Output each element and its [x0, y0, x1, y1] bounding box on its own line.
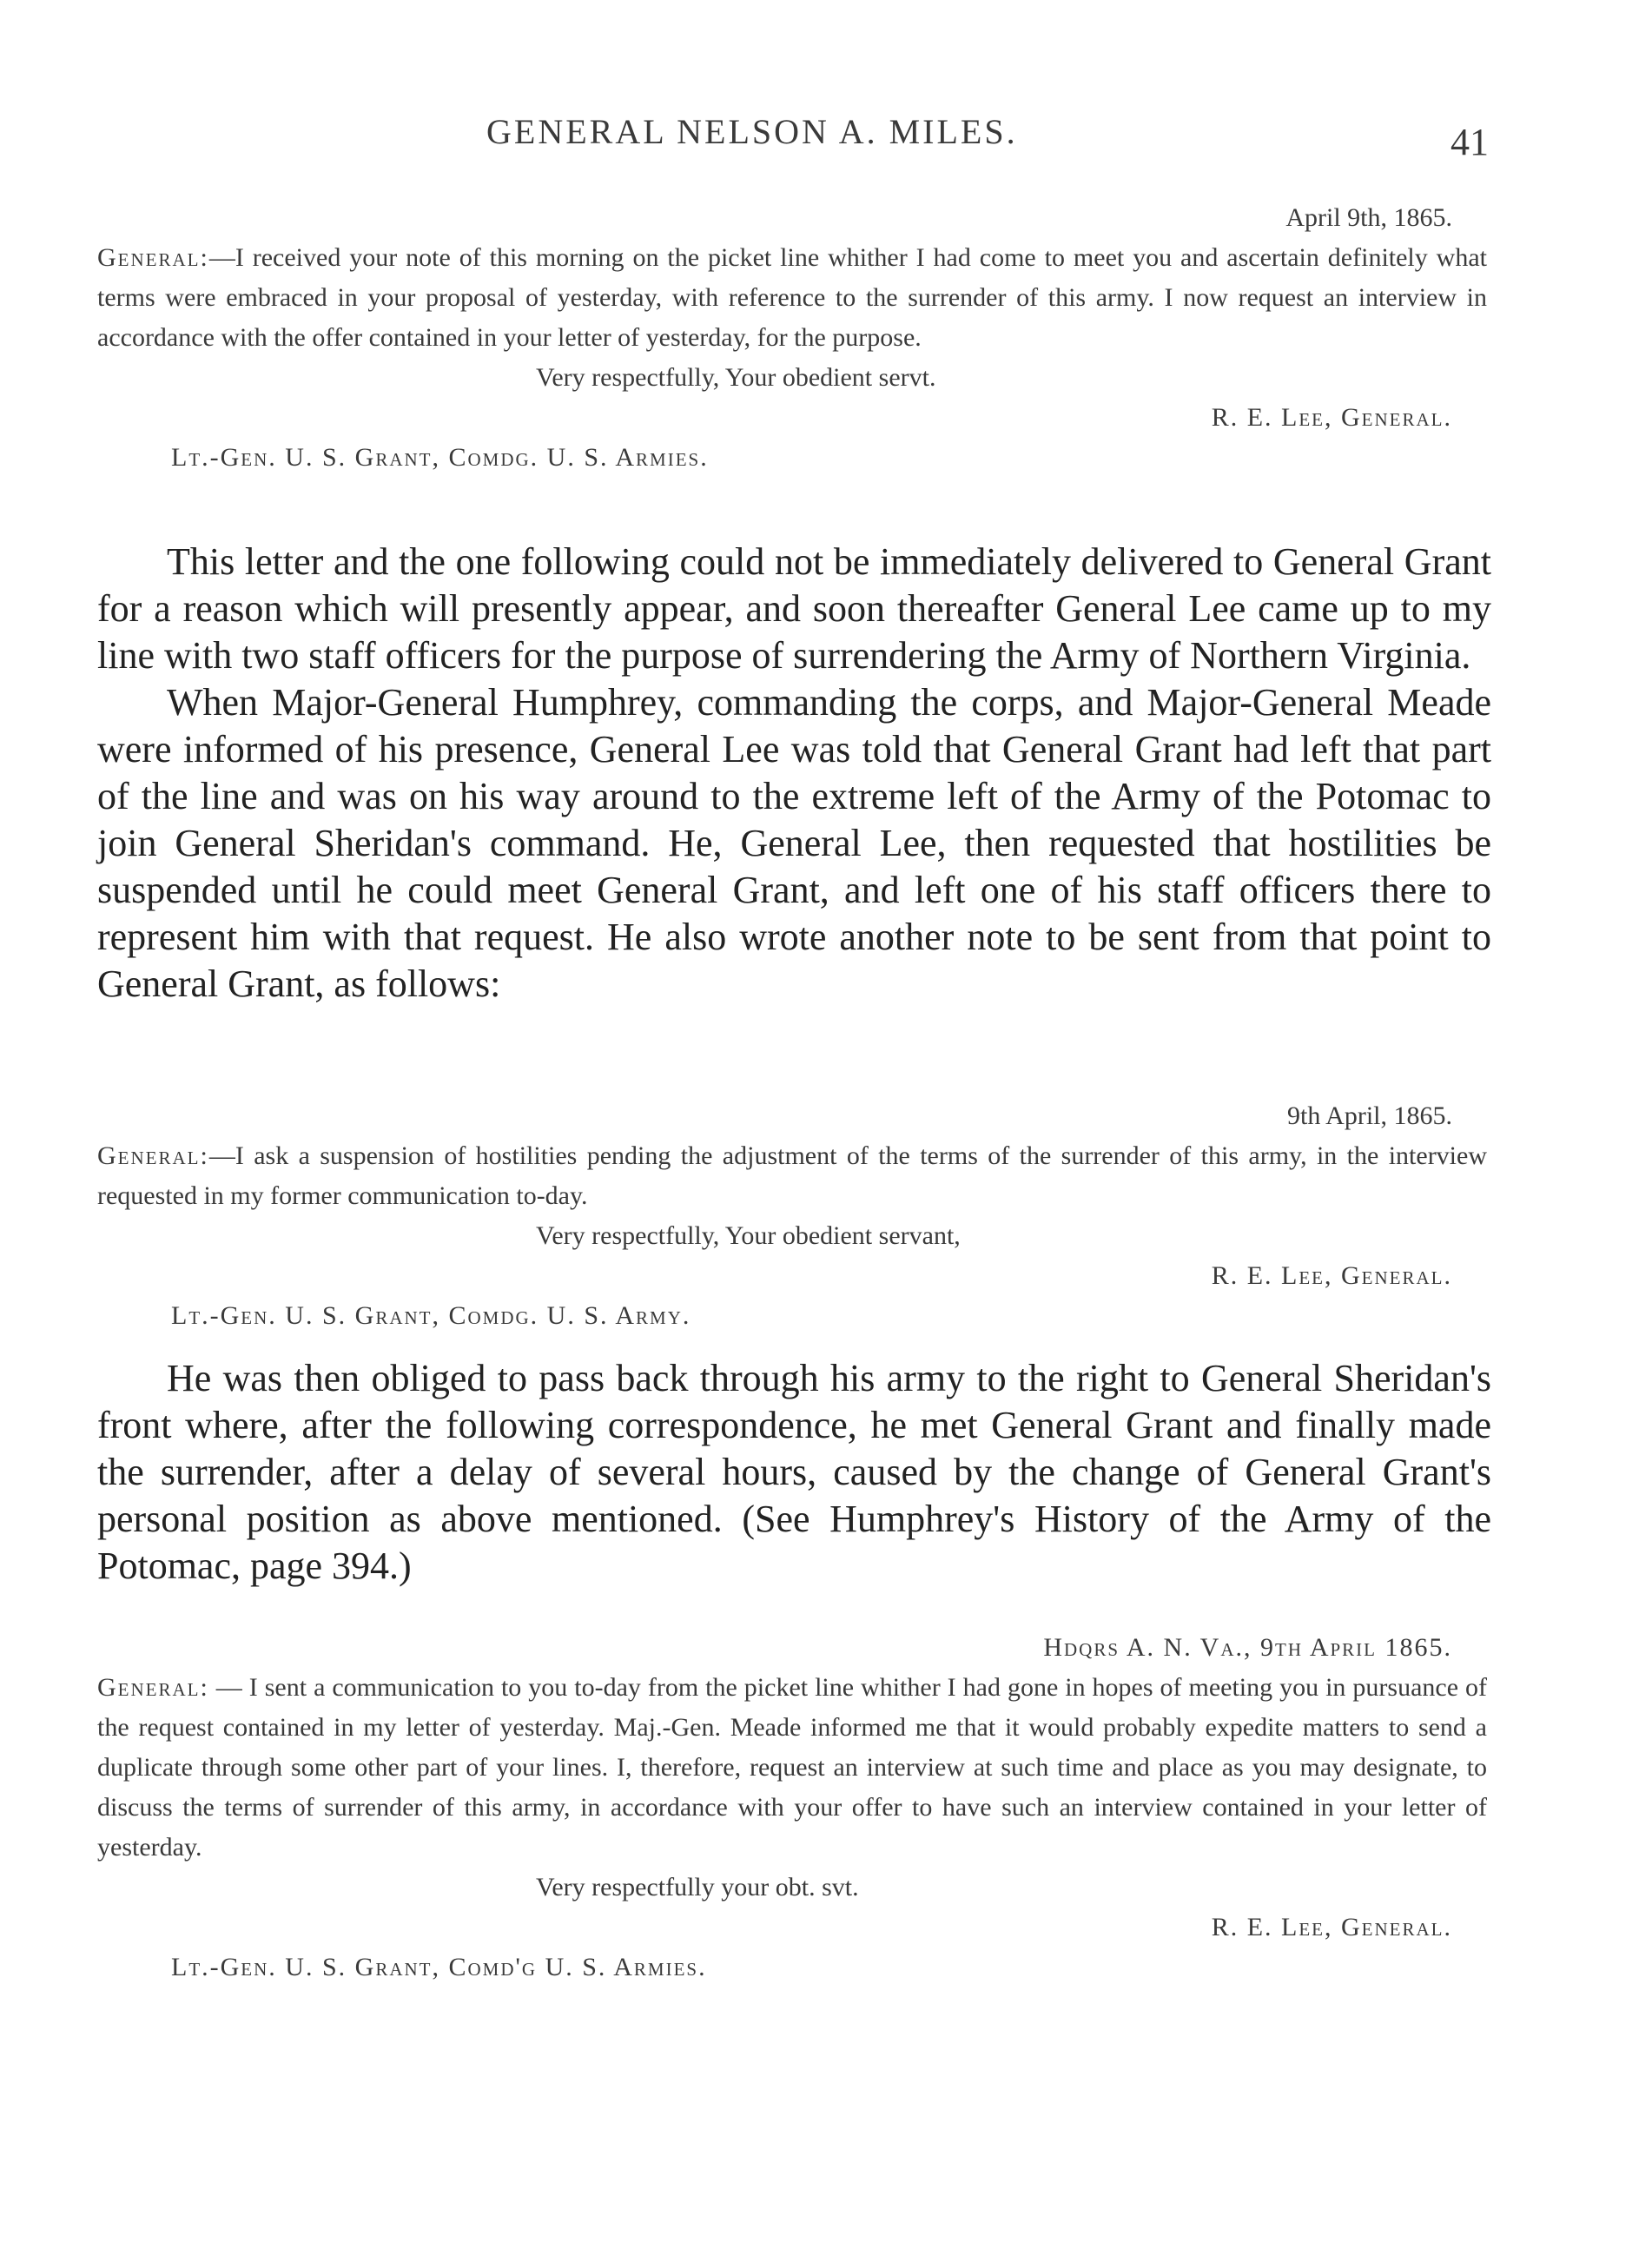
- letter-addressee: Lt.-Gen. U. S. Grant, Comd'g U. S. Armies.: [171, 1953, 707, 1981]
- letter-salutation: General:: [97, 1141, 209, 1170]
- letter-salutation: General:: [97, 243, 209, 272]
- letter-date: 9th April, 1865.: [1286, 1101, 1452, 1130]
- letter-signature: R. E. Lee, General.: [1211, 403, 1452, 432]
- letter-salutation: General:: [97, 1673, 209, 1702]
- letter-lee-april-9-first: [97, 198, 1487, 478]
- narrative-section-2: [97, 1355, 1491, 1590]
- letter-date: April 9th, 1865.: [1285, 203, 1452, 232]
- letter-addressee: Lt.-Gen. U. S. Grant, Comdg. U. S. Armies.: [171, 443, 709, 472]
- letter-closing: Very respectfully, Your obedient servt.: [536, 363, 936, 392]
- running-title: GENERAL NELSON A. MILES.: [486, 112, 1018, 151]
- letter-body: [97, 1668, 1487, 1868]
- page-number: 41: [1450, 121, 1489, 163]
- letter-text: — I sent a communication to you to-day from the picket line whither I had gone in hopes of meeting you in pursuance of the request contained in my letter of yesterday. Maj.-Gen. Meade informed me that it would probably expedite matters to send a duplicate through some other part of your lines. I, therefore, request an interview at such time and place as you may designate, to discuss the terms of surrender of this army, in accordance with your offer to have such an interview contained in your letter of yesterday.: [97, 1673, 1487, 1862]
- paragraph: He was then obliged to pass back through his army to the right to General Sheridan's front where, after the following correspondence, he met General Grant and finally made the surrender, after a delay of several hours, caused by the change of General Grant's personal position as above mentioned. (See Humphrey's History of the Army of the Potomac, page 394.): [97, 1357, 1491, 1587]
- letter-body: [97, 1136, 1487, 1216]
- paragraph: When Major-General Humphrey, commanding the corps, and Major-General Meade were informed of his presence, General Lee was told that General Grant had left that part of the line and was on his way around to the extreme left of the Army of the Potomac to join General Sheridan's command. He, General Lee, then requested that hostilities be suspended until he could meet General Grant, and left one of his staff officers there to represent him with that request. He also wrote another note to be sent from that point to General Grant, as follows:: [97, 681, 1491, 1005]
- letter-addressee: Lt.-Gen. U. S. Grant, Comdg. U. S. Army.: [171, 1301, 691, 1330]
- narrative-section-1: [97, 539, 1491, 1008]
- letter-lee-hdqrs: [97, 1628, 1487, 1988]
- paragraph: This letter and the one following could not be immediately delivered to General Grant for a reason which will presently appear, and soon thereafter General Lee came up to my line with two staff officers for the purpose of surrendering the Army of Northern Virginia.: [97, 540, 1491, 677]
- letter-text: —I received your note of this morning on the picket line whither I had come to meet you and ascertain definitely what terms were embraced in your proposal of yesterday, with reference to the surrender of this army. I now request an interview in accordance with the offer contained in your letter of yesterday, for the purpose.: [97, 243, 1487, 352]
- letter-lee-suspension: [97, 1096, 1487, 1336]
- letter-body: [97, 238, 1487, 358]
- letter-text: —I ask a suspension of hostilities pending the adjustment of the terms of the surrender of this army, in the interview requested in my former communication to-day.: [97, 1141, 1487, 1210]
- letter-closing: Very respectfully your obt. svt.: [536, 1873, 859, 1902]
- letter-signature: R. E. Lee, General.: [1211, 1261, 1452, 1290]
- letter-date: Hdqrs A. N. Va., 9th April 1865.: [1043, 1633, 1452, 1662]
- letter-closing: Very respectfully, Your obedient servant,: [536, 1221, 961, 1250]
- letter-signature: R. E. Lee, General.: [1211, 1913, 1452, 1941]
